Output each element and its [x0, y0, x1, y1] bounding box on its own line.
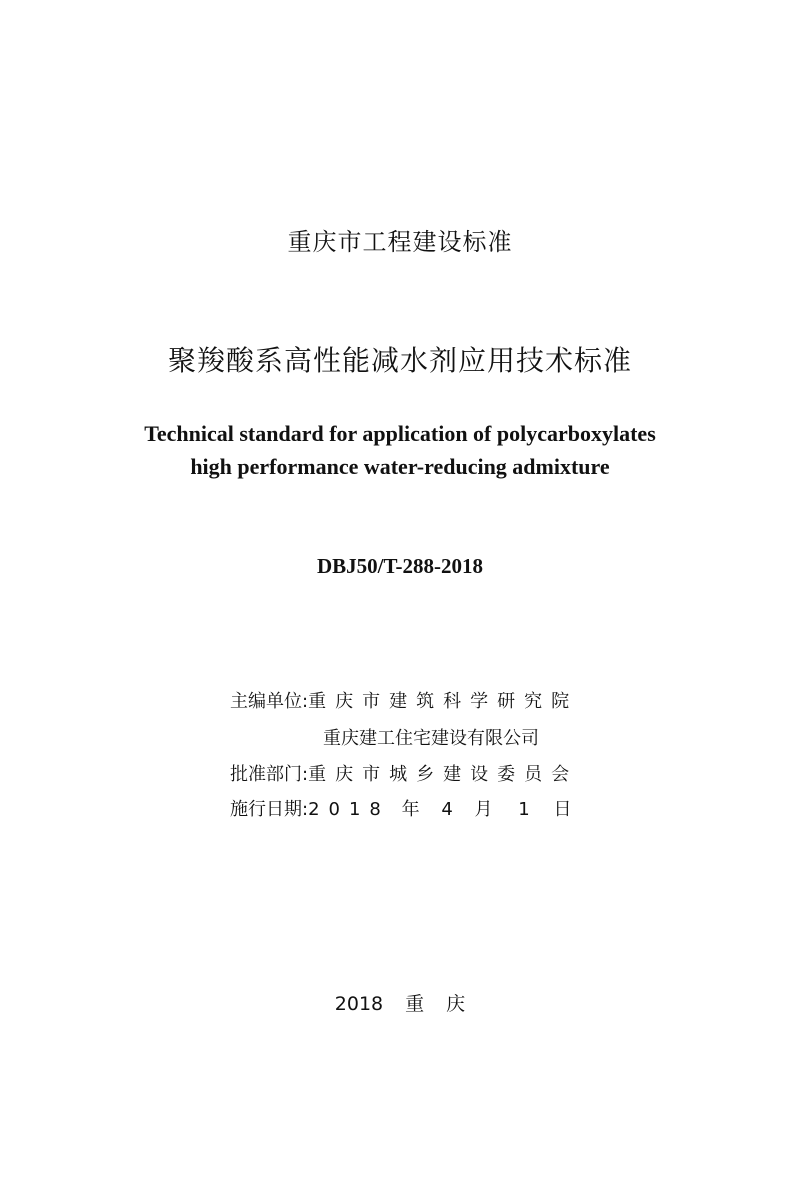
- approver-row: [230, 766, 578, 784]
- publication-footer: [0, 989, 800, 1016]
- editor-secondary: 重庆建工住宅建设有限公司: [323, 728, 539, 749]
- standard-title-english-line-2: high performance water-reducing admixture: [190, 454, 610, 479]
- series-title: 重庆市工程建设标准: [287, 228, 513, 256]
- effective-date: [308, 801, 571, 819]
- editor-row: [230, 693, 578, 711]
- editor-primary: 重庆市建筑科学研究院: [308, 691, 579, 712]
- standard-title-chinese: 聚羧酸系高性能减水剂应用技术标准: [167, 344, 632, 377]
- date-month-unit: 月: [474, 799, 493, 820]
- editor-label: 主编单位:: [230, 691, 309, 712]
- effective-date-row: [230, 801, 571, 819]
- standard-code: DBJ50/T-288-2018: [316, 554, 484, 578]
- date-day-unit: 日: [553, 799, 572, 820]
- approver: 重庆市城乡建设委员会: [308, 764, 579, 785]
- standard-title-english-line-1: Technical standard for application of polycarboxylates: [144, 421, 656, 446]
- publication-city-char-2: 庆: [446, 993, 466, 1015]
- date-year: 2018: [308, 799, 390, 820]
- editor-secondary-row: [323, 730, 539, 748]
- effective-date-label: 施行日期:: [230, 799, 309, 820]
- publication-year: 2018: [334, 993, 384, 1015]
- date-day: 1: [518, 799, 530, 820]
- date-month: 4: [441, 799, 453, 820]
- date-year-unit: 年: [401, 799, 420, 820]
- approver-label: 批准部门:: [230, 764, 309, 785]
- publication-city-char-1: 重: [405, 993, 425, 1015]
